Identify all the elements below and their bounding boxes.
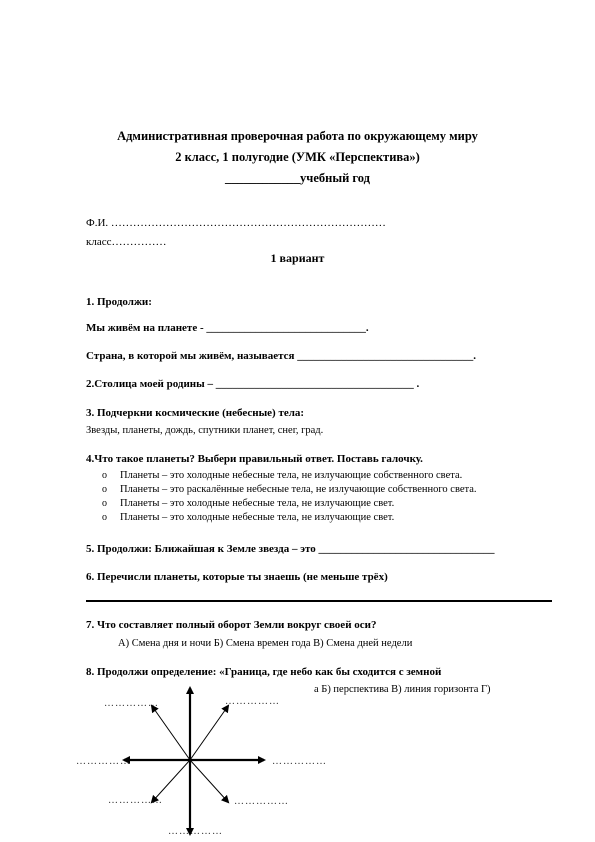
- compass-label-southwest[interactable]: ……………: [108, 795, 163, 806]
- compass-label-west[interactable]: ……………: [76, 756, 131, 767]
- option-bullet-icon: o: [102, 484, 107, 495]
- q1-title: 1. Продолжи:: [86, 296, 152, 308]
- q8-options[interactable]: а Б) перспектива В) линия горизонта Г): [314, 684, 491, 695]
- option-bullet-icon: o: [102, 470, 107, 481]
- q4-option-label: Планеты – это раскалённые небесные тела, не излучающие собственного света.: [120, 484, 477, 495]
- q7-options[interactable]: А) Смена дня и ночи Б) Смена времен года В) Смена дней недели: [118, 638, 413, 649]
- q1-line1[interactable]: Мы живём на планете - _____________________________.: [86, 322, 369, 334]
- option-bullet-icon: o: [102, 512, 107, 523]
- compass-label-south[interactable]: ……………: [168, 826, 223, 837]
- compass-arrow-northwest: [152, 706, 190, 760]
- variant-title: 1 вариант: [270, 251, 325, 265]
- q8-title: 8. Продолжи определение: «Граница, где небо как бы сходится с земной: [86, 666, 442, 678]
- q2-title[interactable]: 2.Столица моей родины – ____________________________________ .: [86, 378, 420, 390]
- q3-title: 3. Подчеркни космические (небесные) тела:: [86, 407, 305, 419]
- q7-title: 7. Что составляет полный оборот Земли вокруг своей оси?: [86, 619, 377, 631]
- q6-title: 6. Перечисли планеты, которые ты знаешь (не меньше трёх): [86, 571, 388, 583]
- student-class-field[interactable]: класс……………: [86, 236, 167, 248]
- student-name-field[interactable]: Ф.И. …………………………………………………………………: [86, 217, 386, 229]
- header-grade: 2 класс, 1 полугодие (УМК «Перспектива»): [175, 150, 420, 164]
- q4-option-label: Планеты – это холодные небесные тела, не излучающие собственного света.: [120, 470, 463, 481]
- header-school-year: ____________учебный год: [225, 171, 370, 185]
- compass-label-east[interactable]: ……………: [272, 756, 327, 767]
- header-title: Административная проверочная работа по окружающему миру: [117, 129, 478, 143]
- option-bullet-icon: o: [102, 498, 107, 509]
- q4-option-label: Планеты – это холодные небесные тела, не излучающие свет.: [120, 512, 395, 523]
- compass-label-northwest[interactable]: ……………: [104, 698, 159, 709]
- q3-text: Звезды, планеты, дождь, спутники планет, снег, град.: [86, 425, 324, 436]
- compass-label-northeast[interactable]: ……………: [225, 696, 280, 707]
- q4-option-label: Планеты – это холодные небесные тела, не излучающие свет.: [120, 498, 395, 509]
- compass-arrow-northeast: [190, 706, 228, 760]
- answer-line[interactable]: [86, 600, 552, 602]
- compass-label-southeast[interactable]: ……………: [234, 796, 289, 807]
- q5-title[interactable]: 5. Продолжи: Ближайшая к Земле звезда – это ________________________________: [86, 543, 495, 555]
- q1-line2[interactable]: Страна, в которой мы живём, называется ________________________________.: [86, 350, 476, 362]
- compass-arrow-southeast: [190, 760, 228, 802]
- q4-title: 4.Что такое планеты? Выбери правильный ответ. Поставь галочку.: [86, 453, 423, 465]
